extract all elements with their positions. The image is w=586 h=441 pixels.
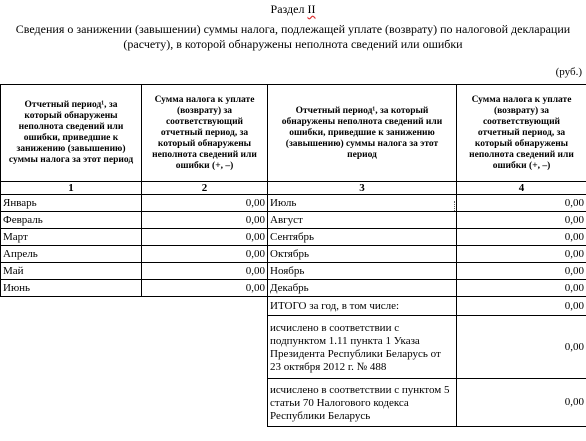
tax-code-label: исчислено в соответствии с пунктом 5 статьи 70 Налогового кодекса Республики Беларусь [268,379,457,427]
column-number: 3 [268,182,457,195]
subtotal-decree-row [1,316,586,379]
table-row [1,212,586,229]
header-row [1,85,586,182]
amount-left-field[interactable]: 0,00 [142,246,268,263]
column-number: 1 [1,182,142,195]
amount-right-field[interactable]: 0,00 [457,246,586,263]
month-right: Сентябрь [268,229,457,246]
table-row [1,280,586,297]
section-number: II [307,2,316,16]
table-row [1,263,586,280]
decree-amount-field[interactable]: 0,00 [457,316,586,379]
table-row [1,229,586,246]
month-right: Ноябрь [268,263,457,280]
empty-cell [142,379,268,427]
table-row [1,195,586,212]
month-left: Февраль [1,212,142,229]
empty-cell [1,316,142,379]
amount-right-field[interactable]: 0,00 [457,280,586,297]
empty-cell [142,297,268,316]
amount-left-field[interactable]: 0,00 [142,229,268,246]
header-period-left: Отчетный период¹, за который обнаружены неполнота сведений или ошибки, приведшие к занижению (завышению) суммы налога за этот период [1,85,142,182]
month-right: Октябрь [268,246,457,263]
column-number: 2 [142,182,268,195]
month-left: Март [1,229,142,246]
month-right: Июль [268,195,457,212]
amount-right-field[interactable]: 0,00 [457,195,586,212]
empty-cell [1,379,142,427]
month-right: Декабрь [268,280,457,297]
decree-label: исчислено в соответствии с подпунктом 1.11 пункта 1 Указа Президента Республики Беларусь от 23 октября 2012 г. № 488 [268,316,457,379]
total-amount-field[interactable]: 0,00 [457,297,586,316]
amount-left-field[interactable]: 0,00 [142,212,268,229]
unit-label: (руб.) [555,66,582,78]
month-left: Январь [1,195,142,212]
section-title [0,2,586,17]
amount-right-field[interactable]: 0,00 [457,229,586,246]
empty-cell [1,297,142,316]
total-row [1,297,586,316]
section-label: Раздел [270,2,305,16]
month-left: Май [1,263,142,280]
section-heading: Сведения о занижении (завышении) суммы налога, подлежащей уплате (возврату) по налоговой декларации (расчету), в которой обнаружены неполнота сведений или ошибки [15,22,571,51]
column-number-row [1,182,586,195]
amount-left-field[interactable]: 0,00 [142,263,268,280]
month-right: Август [268,212,457,229]
column-number: 4 [457,182,586,195]
header-amount-left: Сумма налога к уплате (возврату) за соответствующий отчетный период, за который обнаружены неполнота сведений или ошибки (+, –) [142,85,268,182]
total-label: ИТОГО за год, в том числе: [268,297,457,316]
header-amount-right: Сумма налога к уплате (возврату) за соответствующий отчетный период, за который обнаружены неполнота сведений или ошибки (+, –) [457,85,586,182]
tax-correction-table [0,84,586,427]
subtotal-tax-code-row [1,379,586,427]
amount-right-field[interactable]: 0,00 [457,212,586,229]
amount-left-field[interactable]: 0,00 [142,280,268,297]
header-period-right: Отчетный период¹, за который обнаружены неполнота сведений или ошибки, приведшие к занижению (завышению) суммы налога за этот период [268,85,457,182]
table-row [1,246,586,263]
empty-cell [142,316,268,379]
tax-code-amount-field[interactable]: 0,00 [457,379,586,427]
text-cursor [454,201,456,211]
month-left: Июнь [1,280,142,297]
amount-right-field[interactable]: 0,00 [457,263,586,280]
month-left: Апрель [1,246,142,263]
amount-left-field[interactable]: 0,00 [142,195,268,212]
